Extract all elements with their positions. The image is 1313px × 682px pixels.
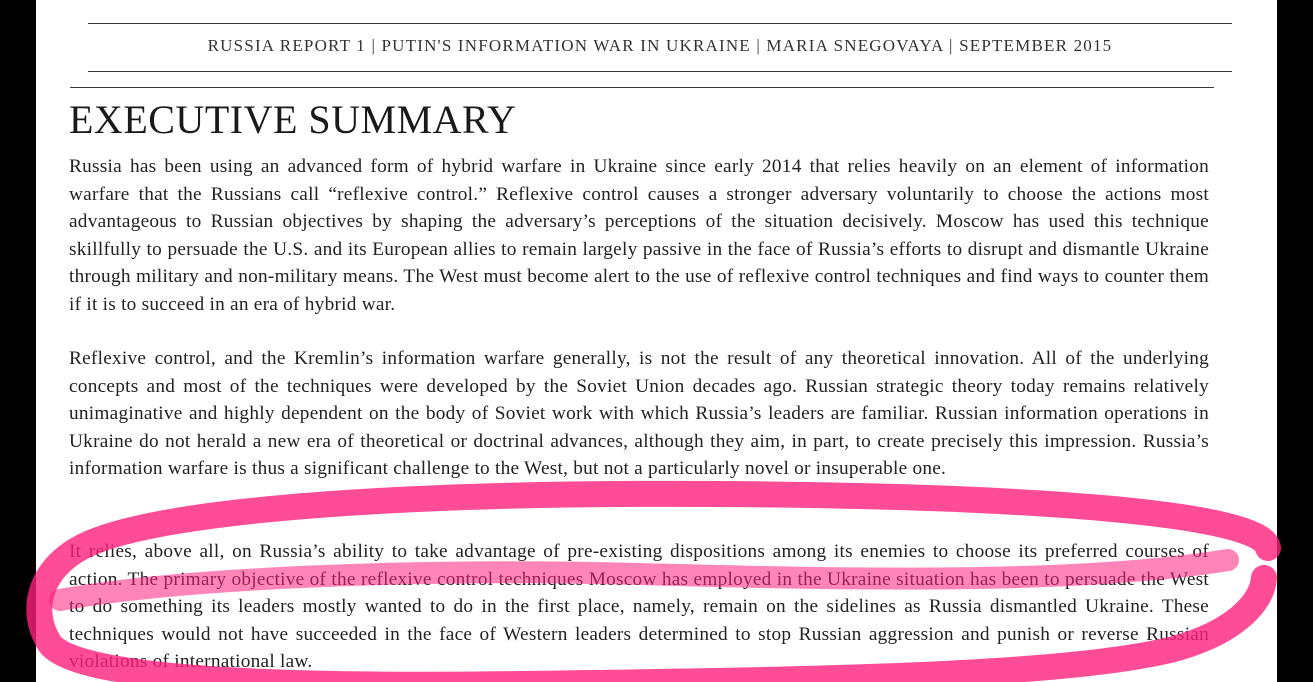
- header-rule-bottom: [88, 71, 1232, 72]
- document-page: [36, 0, 1277, 682]
- running-header: RUSSIA REPORT 1 | PUTIN'S INFORMATION WAR IN UKRAINE | MARIA SNEGOVAYA | SEPTEMBER 2015: [207, 36, 1113, 55]
- paragraph-3: It relies, above all, on Russia’s ability to take advantage of pre-existing dispositions among its enemies to choose its preferred courses of action. The primary objective of the reflexive control techniques Moscow has employed in the Ukraine situation has been to persuade the West to do something its leaders mostly wanted to do in the first place, namely, remain on the sidelines as Russia dismantled Ukraine. These techniques would not have succeeded in the face of Western leaders determined to stop Russian aggression and punish or reverse Russian violations of international law.: [69, 541, 1209, 673]
- section-title: EXECUTIVE SUMMARY: [69, 97, 517, 142]
- header-rule-top: [88, 23, 1232, 24]
- paragraph-2: Reflexive control, and the Kremlin’s information warfare generally, is not the result of any theoretical innovation. All of the underlying concepts and most of the techniques were developed by the Soviet Union decades ago. Russian strategic theory today remains relatively unimaginative and highly dependent on the body of Soviet work with which Russia’s leaders are familiar. Russian information operations in Ukraine do not herald a new era of theoretical or doctrinal advances, although they aim, in part, to create precisely this impression. Russia’s information warfare is thus a significant challenge to the West, but not a particularly novel or insuperable one.: [69, 348, 1209, 480]
- section-rule: [70, 87, 1214, 88]
- paragraph-1: Russia has been using an advanced form of hybrid warfare in Ukraine since early 2014 that relies heavily on an element of information warfare that the Russians call “reflexive control.” Reflexive control causes a stronger adversary voluntarily to choose the actions most advantageous to Russian objectives by shaping the adversary’s perceptions of the situation decisively. Moscow has used this technique skillfully to persuade the U.S. and its European allies to remain largely passive in the face of Russia’s efforts to disrupt and dismantle Ukraine through military and non-military means. The West must become alert to the use of reflexive control techniques and find ways to counter them if it is to succeed in an era of hybrid war.: [69, 156, 1209, 315]
